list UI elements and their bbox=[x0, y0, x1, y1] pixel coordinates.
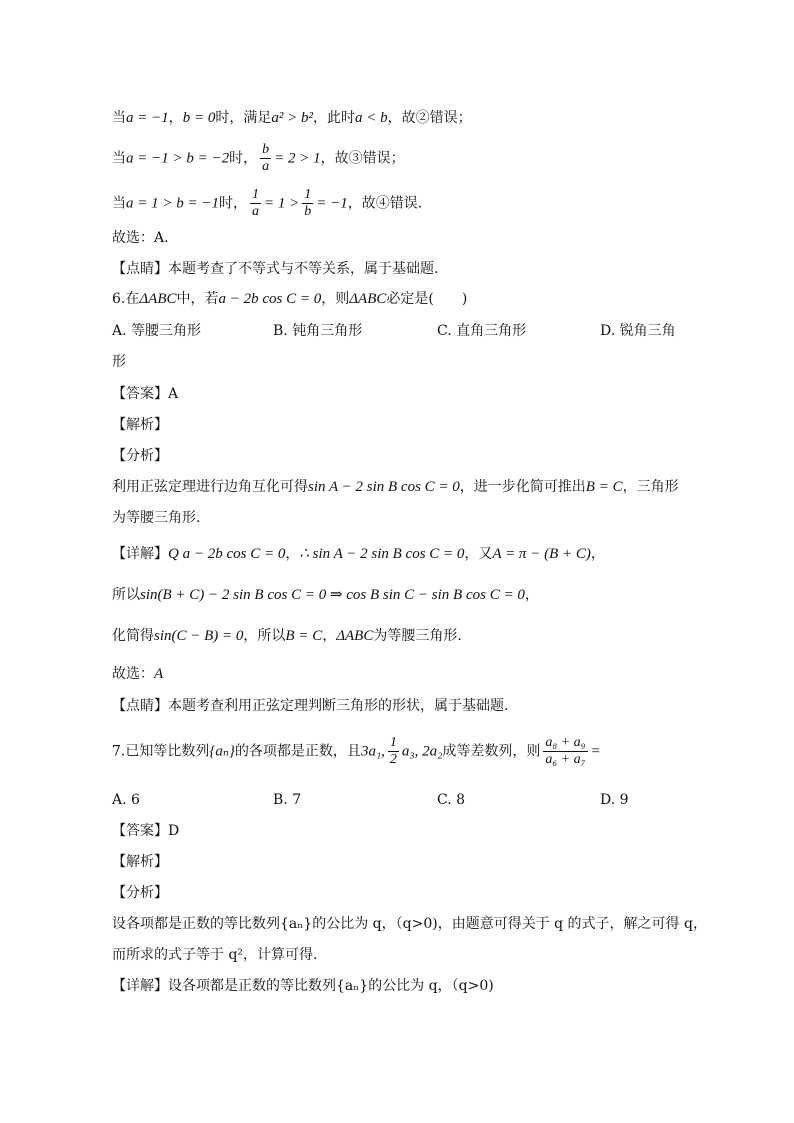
text: ， bbox=[590, 546, 605, 562]
solution-line-case2 bbox=[112, 109, 472, 127]
fraction bbox=[543, 735, 587, 768]
text: ，进一步化简可推出 bbox=[459, 479, 586, 495]
math-expr: A bbox=[154, 666, 164, 682]
denominator: a₆ + a₇ bbox=[545, 752, 586, 767]
math-expr: a = −1 bbox=[126, 110, 169, 126]
text: ， bbox=[285, 546, 300, 562]
numerator: b bbox=[262, 142, 270, 157]
text: 利用正弦定理进行边角互化可得 bbox=[112, 479, 308, 495]
question-7-analysis-line-2: 而所求的式子等于 q²，计算可得. bbox=[112, 947, 318, 963]
question-6-breakdown-heading: 【分析】 bbox=[112, 448, 168, 464]
text: 【详解】 bbox=[112, 546, 168, 562]
math-expr: = 2 > 1 bbox=[274, 150, 321, 167]
question-7-analysis-line-1: 设各项都是正数的等比数列{aₙ}的公比为 q，（q>0)，由题意可得关于 q 的式子，解之可得 q， bbox=[112, 916, 707, 932]
text: 6.在 bbox=[112, 291, 140, 307]
question-6-option-d: D. 锐角三角 bbox=[600, 323, 676, 339]
text: ，又 bbox=[464, 546, 493, 562]
text: 时， bbox=[229, 150, 258, 167]
choice-line: 故选：A. bbox=[112, 230, 169, 246]
text: 的各项都是正数，且 bbox=[234, 743, 361, 760]
math-expr: a₃, 2a₂ bbox=[401, 743, 443, 760]
solution-line-case4 bbox=[112, 187, 422, 220]
math-expr: ΔABC bbox=[336, 628, 374, 644]
math-expr: B = C bbox=[585, 479, 623, 495]
denominator: a bbox=[252, 204, 259, 219]
question-6-option-b: B. 钝角三角形 bbox=[273, 323, 363, 339]
question-6-detail-line-1 bbox=[112, 545, 605, 563]
question-6-comment: 【点睛】本题考查利用正弦定理判断三角形的形状，属于基础题. bbox=[112, 698, 509, 714]
text: 时， bbox=[219, 195, 247, 212]
math-expr: A = π − (B + C) bbox=[492, 546, 591, 562]
comment-line: 【点睛】本题考查了不等式与不等关系，属于基础题. bbox=[112, 261, 439, 277]
question-6-option-a: A. 等腰三角形 bbox=[112, 323, 202, 339]
text: ，则 bbox=[321, 291, 350, 307]
text: 化简得 bbox=[112, 628, 154, 644]
math-expr: ΔABC bbox=[139, 291, 177, 307]
question-6-option-c: C. 直角三角形 bbox=[437, 323, 527, 339]
math-expr: = −1 bbox=[316, 195, 348, 212]
math-expr: 3a₁, bbox=[360, 743, 385, 760]
math-expr: B = C bbox=[285, 628, 323, 644]
math-expr: a − 2b cos C = 0 bbox=[218, 291, 322, 307]
question-7-option-a: A. 6 bbox=[112, 792, 140, 808]
denominator: b bbox=[304, 204, 312, 219]
text: 必定是( ) bbox=[386, 291, 468, 307]
question-6-analysis-line-2: 为等腰三角形. bbox=[112, 510, 201, 526]
denominator: 2 bbox=[389, 752, 397, 767]
fraction bbox=[302, 187, 313, 220]
text: 所以 bbox=[112, 587, 140, 603]
question-6-detail-line-2 bbox=[112, 586, 539, 604]
text: ， bbox=[168, 110, 183, 126]
math-expr: a < b bbox=[355, 110, 388, 126]
solution-line-case3 bbox=[112, 142, 405, 175]
question-6-stem bbox=[112, 290, 467, 308]
text: 时，满足 bbox=[215, 110, 272, 126]
math-expr: Q a − 2b cos C = 0 bbox=[168, 546, 286, 562]
question-6-option-d-cont: 形 bbox=[112, 354, 126, 370]
question-6-choice bbox=[112, 665, 163, 683]
text: 7.已知等比数列 bbox=[112, 743, 210, 760]
math-expr: sin A − 2 sin B cos C = 0 bbox=[308, 479, 460, 495]
fraction bbox=[260, 142, 271, 175]
numerator: 1 bbox=[389, 735, 397, 750]
text: 当 bbox=[112, 110, 126, 126]
fraction bbox=[250, 187, 261, 220]
numerator: 1 bbox=[304, 187, 312, 202]
text: 成等差数列，则 bbox=[442, 743, 541, 760]
question-7-option-b: B. 7 bbox=[273, 792, 302, 808]
math-expr: sin(C − B) = 0 bbox=[154, 628, 244, 644]
text: 为等腰三角形. bbox=[373, 628, 462, 644]
question-7-option-c: C. 8 bbox=[437, 792, 466, 808]
denominator: a bbox=[262, 159, 270, 174]
text: ，所以 bbox=[243, 628, 286, 644]
math-expr: ΔABC bbox=[349, 291, 387, 307]
question-7-analysis-heading: 【解析】 bbox=[112, 854, 168, 870]
question-7-breakdown-heading: 【分析】 bbox=[112, 885, 168, 901]
text: ，故④错误. bbox=[347, 195, 423, 212]
question-6-analysis-heading: 【解析】 bbox=[112, 417, 168, 433]
question-7-option-d: D. 9 bbox=[600, 792, 629, 808]
text: ，三角形 bbox=[622, 479, 679, 495]
fraction bbox=[388, 735, 399, 768]
math-expr: b = 0 bbox=[182, 110, 216, 126]
text: 中，若 bbox=[176, 291, 219, 307]
math-expr: = bbox=[590, 743, 601, 760]
text: ， bbox=[322, 628, 337, 644]
math-expr: a = 1 > b = −1 bbox=[126, 195, 219, 212]
question-6-detail-line-3 bbox=[112, 627, 462, 645]
math-expr: {aₙ} bbox=[209, 743, 235, 760]
text: ，故③错误； bbox=[320, 150, 405, 167]
text: 故选： bbox=[112, 666, 154, 682]
question-7-detail-line-1: 【详解】设各项都是正数的等比数列{aₙ}的公比为 q，（q>0) bbox=[112, 978, 494, 994]
numerator: a₈ + a₉ bbox=[545, 735, 586, 750]
math-expr: ∴ sin A − 2 sin B cos C = 0 bbox=[299, 546, 465, 562]
question-6-analysis-line-1 bbox=[112, 478, 679, 496]
math-expr: a² > b² bbox=[271, 110, 313, 126]
text: 当 bbox=[112, 150, 126, 167]
question-6-answer: 【答案】A bbox=[112, 386, 179, 402]
question-7-stem bbox=[112, 735, 601, 768]
text: 当 bbox=[112, 195, 126, 212]
text: ，此时 bbox=[313, 110, 355, 126]
text: ，故②错误； bbox=[387, 110, 472, 126]
math-expr: sin(B + C) − 2 sin B cos C = 0 ⇒ cos B sin C − sin B cos C = 0 bbox=[140, 587, 525, 603]
math-expr: = 1 > bbox=[264, 195, 300, 212]
question-7-answer: 【答案】D bbox=[112, 823, 180, 839]
text: ， bbox=[524, 587, 539, 603]
numerator: 1 bbox=[252, 187, 259, 202]
math-expr: a = −1 > b = −2 bbox=[126, 150, 230, 167]
